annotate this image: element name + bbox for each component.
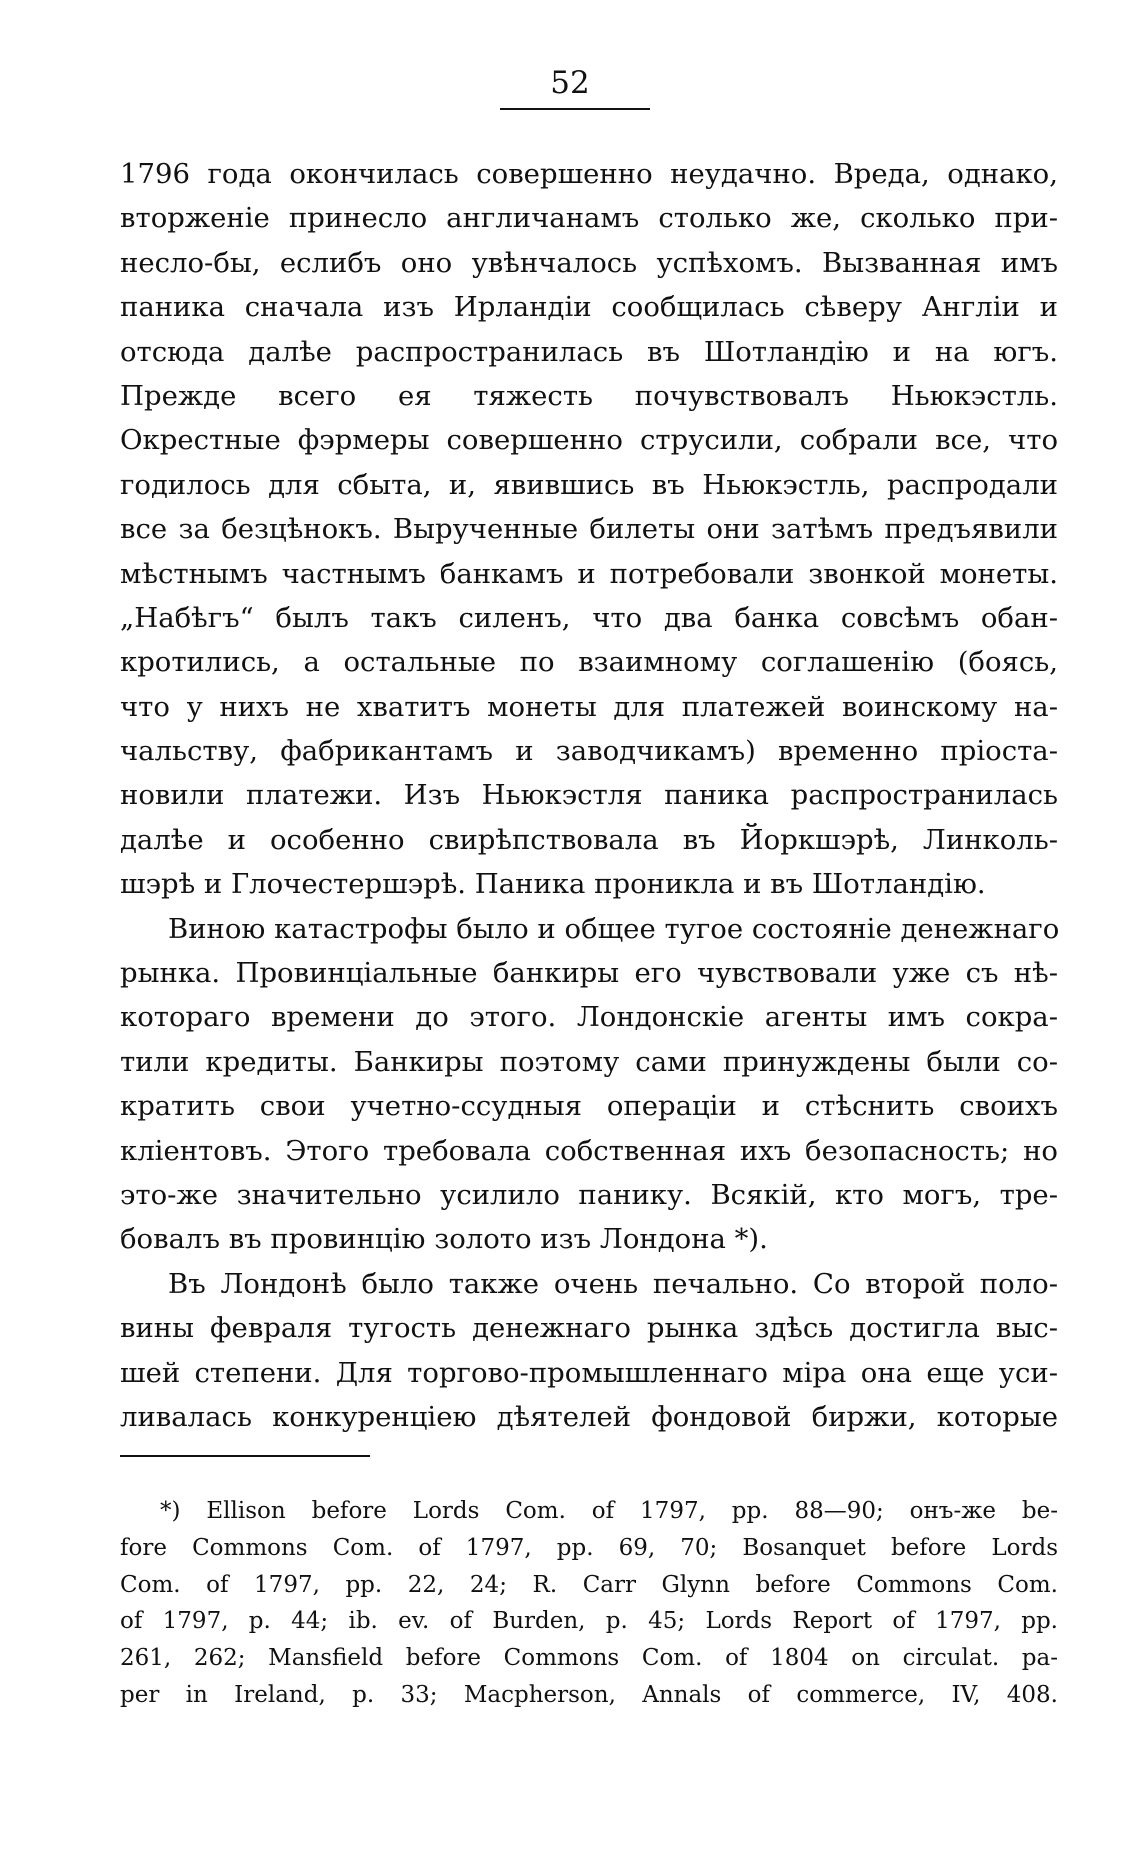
text-line: котораго времени до этого. Лондонскіе агенты имъ сокра-	[120, 1001, 1058, 1034]
footnote-line: of 1797, p. 44; ib. ev. of Burden, p. 45; Lords Report of 1797, pp.	[120, 1608, 1058, 1635]
paragraph-start-line: Виною катастрофы было и общее тугое состояніе денежнаго	[168, 912, 1060, 945]
text-line: отсюда далѣе распространилась въ Шотландію и на югъ.	[120, 335, 1058, 368]
text-line: бовалъ въ провинцію золото изъ Лондона *).	[120, 1223, 768, 1256]
page-number: 52	[550, 65, 590, 101]
footnote-rule	[120, 1455, 370, 1457]
text-line: вины февраля тугость денежнаго рынка здѣсь достигла выс-	[120, 1312, 1058, 1345]
footnotes	[120, 1493, 1058, 1714]
text-line: это-же значительно усилило панику. Всякій, кто могъ, тре-	[120, 1178, 1058, 1211]
text-line: что у нихъ не хватитъ монеты для платежей воинскому на-	[120, 690, 1058, 723]
text-line: мѣстнымъ частнымъ банкамъ и потребовали звонкой монеты.	[120, 557, 1058, 590]
text-line: новили платежи. Изъ Ньюкэстля паника распространилась	[120, 779, 1058, 812]
page-number-rule	[500, 108, 650, 110]
text-line: паника сначала изъ Ирландіи сообщилась сѣверу Англіи и	[120, 291, 1058, 324]
paragraph-start-line: Въ Лондонѣ было также очень печально. Со второй поло-	[168, 1267, 1058, 1300]
text-line: кліентовъ. Этого требовала собственная ихъ безопасность; но	[120, 1134, 1058, 1167]
footnote-line: 261, 262; Mansfield before Commons Com. of 1804 on circulat. pa-	[120, 1645, 1058, 1672]
text-line: „Набѣгъ“ былъ такъ силенъ, что два банка совсѣмъ обан-	[120, 601, 1058, 634]
text-line: рынка. Провинціальные банкиры его чувствовали уже съ нѣ-	[120, 957, 1058, 990]
text-line: несло-бы, еслибъ оно увѣнчалось успѣхомъ. Вызванная имъ	[120, 246, 1058, 279]
text-line: годилось для сбыта, и, явившись въ Ньюкэстль, распродали	[120, 468, 1058, 501]
text-line: шэрѣ и Глочестершэрѣ. Паника проникла и въ Шотландію.	[120, 868, 986, 901]
text-line: все за безцѣнокъ. Вырученные билеты они затѣмъ предъявили	[120, 513, 1058, 546]
text-line: вторженіе принесло англичанамъ столько же, сколько при-	[120, 202, 1058, 235]
text-line: чальству, фабрикантамъ и заводчикамъ) временно пріоста-	[120, 735, 1058, 768]
text-line: кротились, а остальные по взаимному соглашенію (боясь,	[120, 646, 1058, 679]
footnote-line: *) Ellison before Lords Com. of 1797, pp. 88—90; онъ-же be-	[160, 1498, 1058, 1524]
text-line: Прежде всего ея тяжесть почувствовалъ Ньюкэстль.	[120, 379, 1058, 412]
text-line: далѣе и особенно свирѣпствовала въ Йоркшэрѣ, Линколь-	[120, 823, 1058, 856]
body-text	[120, 152, 1058, 1439]
text-line: 1796 года окончилась совершенно неудачно. Вреда, однако,	[120, 158, 1058, 190]
text-line: Окрестные фэрмеры совершенно струсили, собрали все, что	[120, 424, 1058, 457]
footnote-line: Com. of 1797, pp. 22, 24; R. Carr Glynn before Commons Com.	[120, 1571, 1058, 1598]
footnote-line: per in Ireland, p. 33; Macpherson, Annals of commerce, IV, 408.	[120, 1681, 1058, 1708]
text-line: кратить свои учетно-ссудныя операціи и стѣснить своихъ	[120, 1090, 1058, 1123]
text-line: тили кредиты. Банкиры поэтому сами принуждены были со-	[120, 1045, 1058, 1078]
text-line: шей степени. Для торгово-промышленнаго міра она еще уси-	[120, 1356, 1058, 1389]
text-line: ливалась конкуренціею дѣятелей фондовой биржи, которые	[120, 1400, 1058, 1433]
footnote-line: fore Commons Com. of 1797, pp. 69, 70; Bosanquet before Lords	[120, 1534, 1058, 1561]
